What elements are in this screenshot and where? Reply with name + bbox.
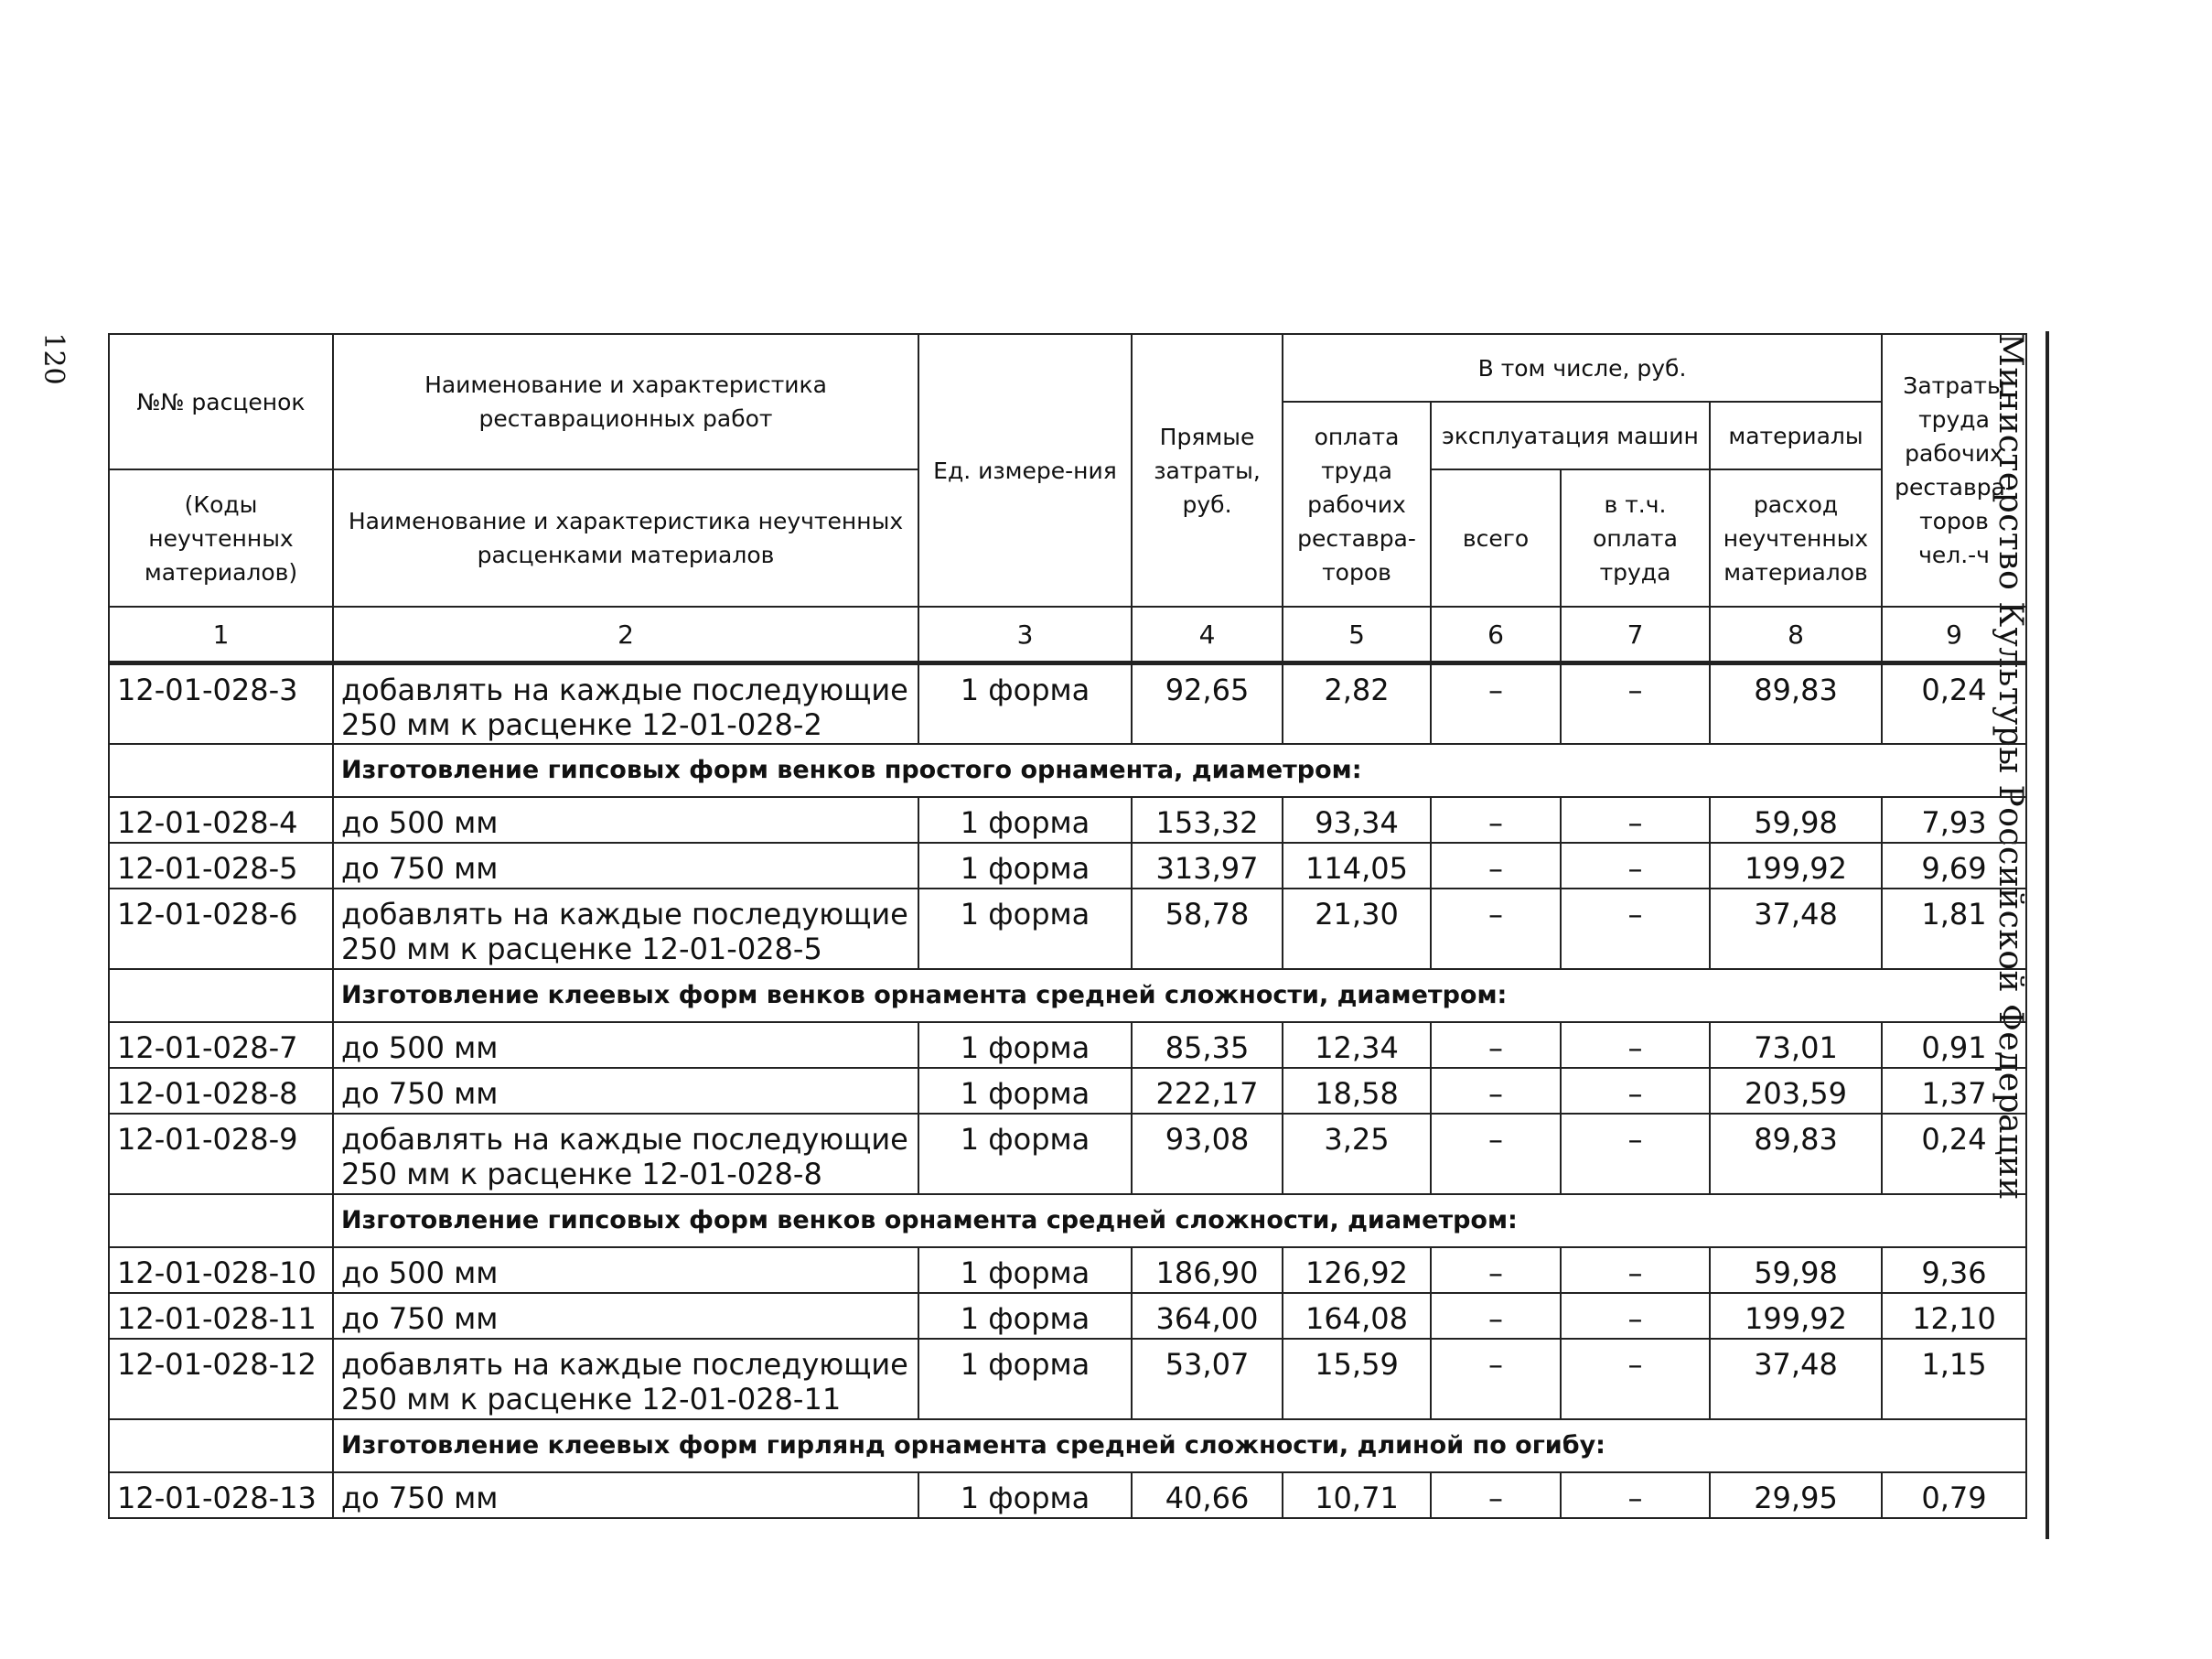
header-col1-top: №№ расценок <box>109 334 333 469</box>
labor-hours-cell: 9,36 <box>1882 1247 2026 1293</box>
rate-code-cell: 12-01-028-11 <box>109 1293 333 1339</box>
section-title: Изготовление клеевых форм гирлянд орнамента средней сложности, длиной по огибу: <box>333 1419 2026 1472</box>
labor-pay-cell: 164,08 <box>1283 1293 1431 1339</box>
work-name-cell: до 750 мм <box>333 1068 918 1114</box>
table-body <box>109 663 2026 1518</box>
machines-labor-cell: – <box>1561 1293 1710 1339</box>
header-col1-bottom: (Коды неучтенных материалов) <box>109 469 333 607</box>
direct-costs-cell: 93,08 <box>1132 1114 1283 1194</box>
materials-consumption-cell: 37,48 <box>1710 889 1882 969</box>
machines-labor-cell: – <box>1561 1114 1710 1194</box>
unit-cell: 1 форма <box>918 843 1132 889</box>
table-row <box>109 1293 2026 1339</box>
work-name-cell: до 500 мм <box>333 1247 918 1293</box>
machines-labor-cell: – <box>1561 797 1710 843</box>
side-rule <box>2046 331 2049 1539</box>
machines-labor-cell: – <box>1561 889 1710 969</box>
header-machines-labor: в т.ч. оплата труда <box>1561 469 1710 607</box>
header-direct-costs: Прямые затраты, руб. <box>1132 334 1283 607</box>
page-number: 120 <box>38 332 70 385</box>
machines-total-cell: – <box>1431 843 1561 889</box>
direct-costs-cell: 40,66 <box>1132 1472 1283 1518</box>
header-machines: эксплуатация машин <box>1431 402 1710 469</box>
section-row <box>109 1194 2026 1247</box>
unit-cell: 1 форма <box>918 1247 1132 1293</box>
machines-total-cell: – <box>1431 889 1561 969</box>
rate-code-cell: 12-01-028-3 <box>109 663 333 744</box>
direct-costs-cell: 92,65 <box>1132 663 1283 744</box>
rate-code-cell: 12-01-028-13 <box>109 1472 333 1518</box>
labor-pay-cell: 10,71 <box>1283 1472 1431 1518</box>
table-row <box>109 889 2026 969</box>
column-number: 1 <box>109 607 333 663</box>
table-row <box>109 843 2026 889</box>
section-empty-cell <box>109 744 333 797</box>
machines-total-cell: – <box>1431 797 1561 843</box>
materials-consumption-cell: 199,92 <box>1710 843 1882 889</box>
norms-table <box>108 333 2027 1519</box>
header-materials-consumption: расход неучтенных материалов <box>1710 469 1882 607</box>
rate-code-cell: 12-01-028-12 <box>109 1339 333 1419</box>
unit-cell: 1 форма <box>918 663 1132 744</box>
header-unit: Ед. измере-ния <box>918 334 1132 607</box>
materials-consumption-cell: 29,95 <box>1710 1472 1882 1518</box>
section-empty-cell <box>109 1419 333 1472</box>
header-col2-bottom: Наименование и характеристика неучтенных расценками материалов <box>333 469 918 607</box>
labor-hours-cell: 1,81 <box>1882 889 2026 969</box>
labor-pay-cell: 114,05 <box>1283 843 1431 889</box>
labor-pay-cell: 3,25 <box>1283 1114 1431 1194</box>
rate-code-cell: 12-01-028-5 <box>109 843 333 889</box>
table-row <box>109 797 2026 843</box>
machines-labor-cell: – <box>1561 1472 1710 1518</box>
column-number: 8 <box>1710 607 1882 663</box>
column-number: 6 <box>1431 607 1561 663</box>
section-title: Изготовление гипсовых форм венков орнамента средней сложности, диаметром: <box>333 1194 2026 1247</box>
table-row <box>109 1114 2026 1194</box>
direct-costs-cell: 186,90 <box>1132 1247 1283 1293</box>
labor-pay-cell: 126,92 <box>1283 1247 1431 1293</box>
labor-pay-cell: 93,34 <box>1283 797 1431 843</box>
machines-total-cell: – <box>1431 1472 1561 1518</box>
header-group-label: В том числе, руб. <box>1283 334 1882 402</box>
labor-hours-cell: 1,15 <box>1882 1339 2026 1419</box>
work-name-cell: до 750 мм <box>333 843 918 889</box>
rate-code-cell: 12-01-028-10 <box>109 1247 333 1293</box>
column-number: 3 <box>918 607 1132 663</box>
machines-total-cell: – <box>1431 663 1561 744</box>
materials-consumption-cell: 89,83 <box>1710 1114 1882 1194</box>
side-title: Министерство Культуры Российской Федерации <box>1992 333 2029 1201</box>
section-row <box>109 744 2026 797</box>
machines-total-cell: – <box>1431 1293 1561 1339</box>
unit-cell: 1 форма <box>918 1022 1132 1068</box>
section-empty-cell <box>109 969 333 1022</box>
labor-hours-cell: 9,69 <box>1882 843 2026 889</box>
section-title: Изготовление гипсовых форм венков простого орнамента, диаметром: <box>333 744 2026 797</box>
machines-total-cell: – <box>1431 1247 1561 1293</box>
column-number: 9 <box>1882 607 2026 663</box>
work-name-cell: добавлять на каждые последующие 250 мм к расценке 12-01-028-8 <box>333 1114 918 1194</box>
work-name-cell: до 750 мм <box>333 1293 918 1339</box>
direct-costs-cell: 313,97 <box>1132 843 1283 889</box>
unit-cell: 1 форма <box>918 1293 1132 1339</box>
column-number: 4 <box>1132 607 1283 663</box>
unit-cell: 1 форма <box>918 1339 1132 1419</box>
materials-consumption-cell: 203,59 <box>1710 1068 1882 1114</box>
materials-consumption-cell: 59,98 <box>1710 797 1882 843</box>
table-header <box>109 334 2026 663</box>
direct-costs-cell: 53,07 <box>1132 1339 1283 1419</box>
unit-cell: 1 форма <box>918 1068 1132 1114</box>
table-row <box>109 663 2026 744</box>
section-row <box>109 1419 2026 1472</box>
labor-hours-cell: 0,91 <box>1882 1022 2026 1068</box>
machines-total-cell: – <box>1431 1022 1561 1068</box>
machines-labor-cell: – <box>1561 1339 1710 1419</box>
materials-consumption-cell: 89,83 <box>1710 663 1882 744</box>
labor-hours-cell: 1,37 <box>1882 1068 2026 1114</box>
table-row <box>109 1068 2026 1114</box>
rate-code-cell: 12-01-028-8 <box>109 1068 333 1114</box>
table-row <box>109 1472 2026 1518</box>
direct-costs-cell: 364,00 <box>1132 1293 1283 1339</box>
machines-labor-cell: – <box>1561 1247 1710 1293</box>
header-materials: материалы <box>1710 402 1882 469</box>
labor-hours-cell: 0,24 <box>1882 1114 2026 1194</box>
unit-cell: 1 форма <box>918 797 1132 843</box>
rate-code-cell: 12-01-028-6 <box>109 889 333 969</box>
labor-pay-cell: 18,58 <box>1283 1068 1431 1114</box>
labor-pay-cell: 21,30 <box>1283 889 1431 969</box>
unit-cell: 1 форма <box>918 1472 1132 1518</box>
labor-hours-cell: 7,93 <box>1882 797 2026 843</box>
materials-consumption-cell: 59,98 <box>1710 1247 1882 1293</box>
unit-cell: 1 форма <box>918 889 1132 969</box>
direct-costs-cell: 153,32 <box>1132 797 1283 843</box>
table-row <box>109 1339 2026 1419</box>
machines-labor-cell: – <box>1561 1068 1710 1114</box>
header-col2-top: Наименование и характеристика реставрационных работ <box>333 334 918 469</box>
unit-cell: 1 форма <box>918 1114 1132 1194</box>
rate-code-cell: 12-01-028-7 <box>109 1022 333 1068</box>
column-number: 7 <box>1561 607 1710 663</box>
labor-hours-cell: 0,79 <box>1882 1472 2026 1518</box>
materials-consumption-cell: 73,01 <box>1710 1022 1882 1068</box>
rate-code-cell: 12-01-028-9 <box>109 1114 333 1194</box>
materials-consumption-cell: 37,48 <box>1710 1339 1882 1419</box>
work-name-cell: до 500 мм <box>333 797 918 843</box>
column-number: 5 <box>1283 607 1431 663</box>
column-number: 2 <box>333 607 918 663</box>
direct-costs-cell: 222,17 <box>1132 1068 1283 1114</box>
labor-pay-cell: 12,34 <box>1283 1022 1431 1068</box>
machines-total-cell: – <box>1431 1068 1561 1114</box>
section-row <box>109 969 2026 1022</box>
direct-costs-cell: 58,78 <box>1132 889 1283 969</box>
section-empty-cell <box>109 1194 333 1247</box>
work-name-cell: добавлять на каждые последующие 250 мм к расценке 12-01-028-2 <box>333 663 918 744</box>
table-row <box>109 1022 2026 1068</box>
labor-hours-cell: 12,10 <box>1882 1293 2026 1339</box>
machines-labor-cell: – <box>1561 1022 1710 1068</box>
labor-pay-cell: 15,59 <box>1283 1339 1431 1419</box>
materials-consumption-cell: 199,92 <box>1710 1293 1882 1339</box>
machines-labor-cell: – <box>1561 663 1710 744</box>
work-name-cell: до 500 мм <box>333 1022 918 1068</box>
machines-labor-cell: – <box>1561 843 1710 889</box>
work-name-cell: добавлять на каждые последующие 250 мм к расценке 12-01-028-11 <box>333 1339 918 1419</box>
machines-total-cell: – <box>1431 1114 1561 1194</box>
header-machines-total: всего <box>1431 469 1561 607</box>
table-row <box>109 1247 2026 1293</box>
direct-costs-cell: 85,35 <box>1132 1022 1283 1068</box>
labor-pay-cell: 2,82 <box>1283 663 1431 744</box>
section-title: Изготовление клеевых форм венков орнамента средней сложности, диаметром: <box>333 969 2026 1022</box>
labor-hours-cell: 0,24 <box>1882 663 2026 744</box>
machines-total-cell: – <box>1431 1339 1561 1419</box>
work-name-cell: до 750 мм <box>333 1472 918 1518</box>
header-labor-pay: оплата труда рабочих реставра-торов <box>1283 402 1431 607</box>
header-labor-hours: Затраты труда рабочих реставра-торов чел.-ч <box>1882 334 2026 607</box>
work-name-cell: добавлять на каждые последующие 250 мм к расценке 12-01-028-5 <box>333 889 918 969</box>
rate-code-cell: 12-01-028-4 <box>109 797 333 843</box>
